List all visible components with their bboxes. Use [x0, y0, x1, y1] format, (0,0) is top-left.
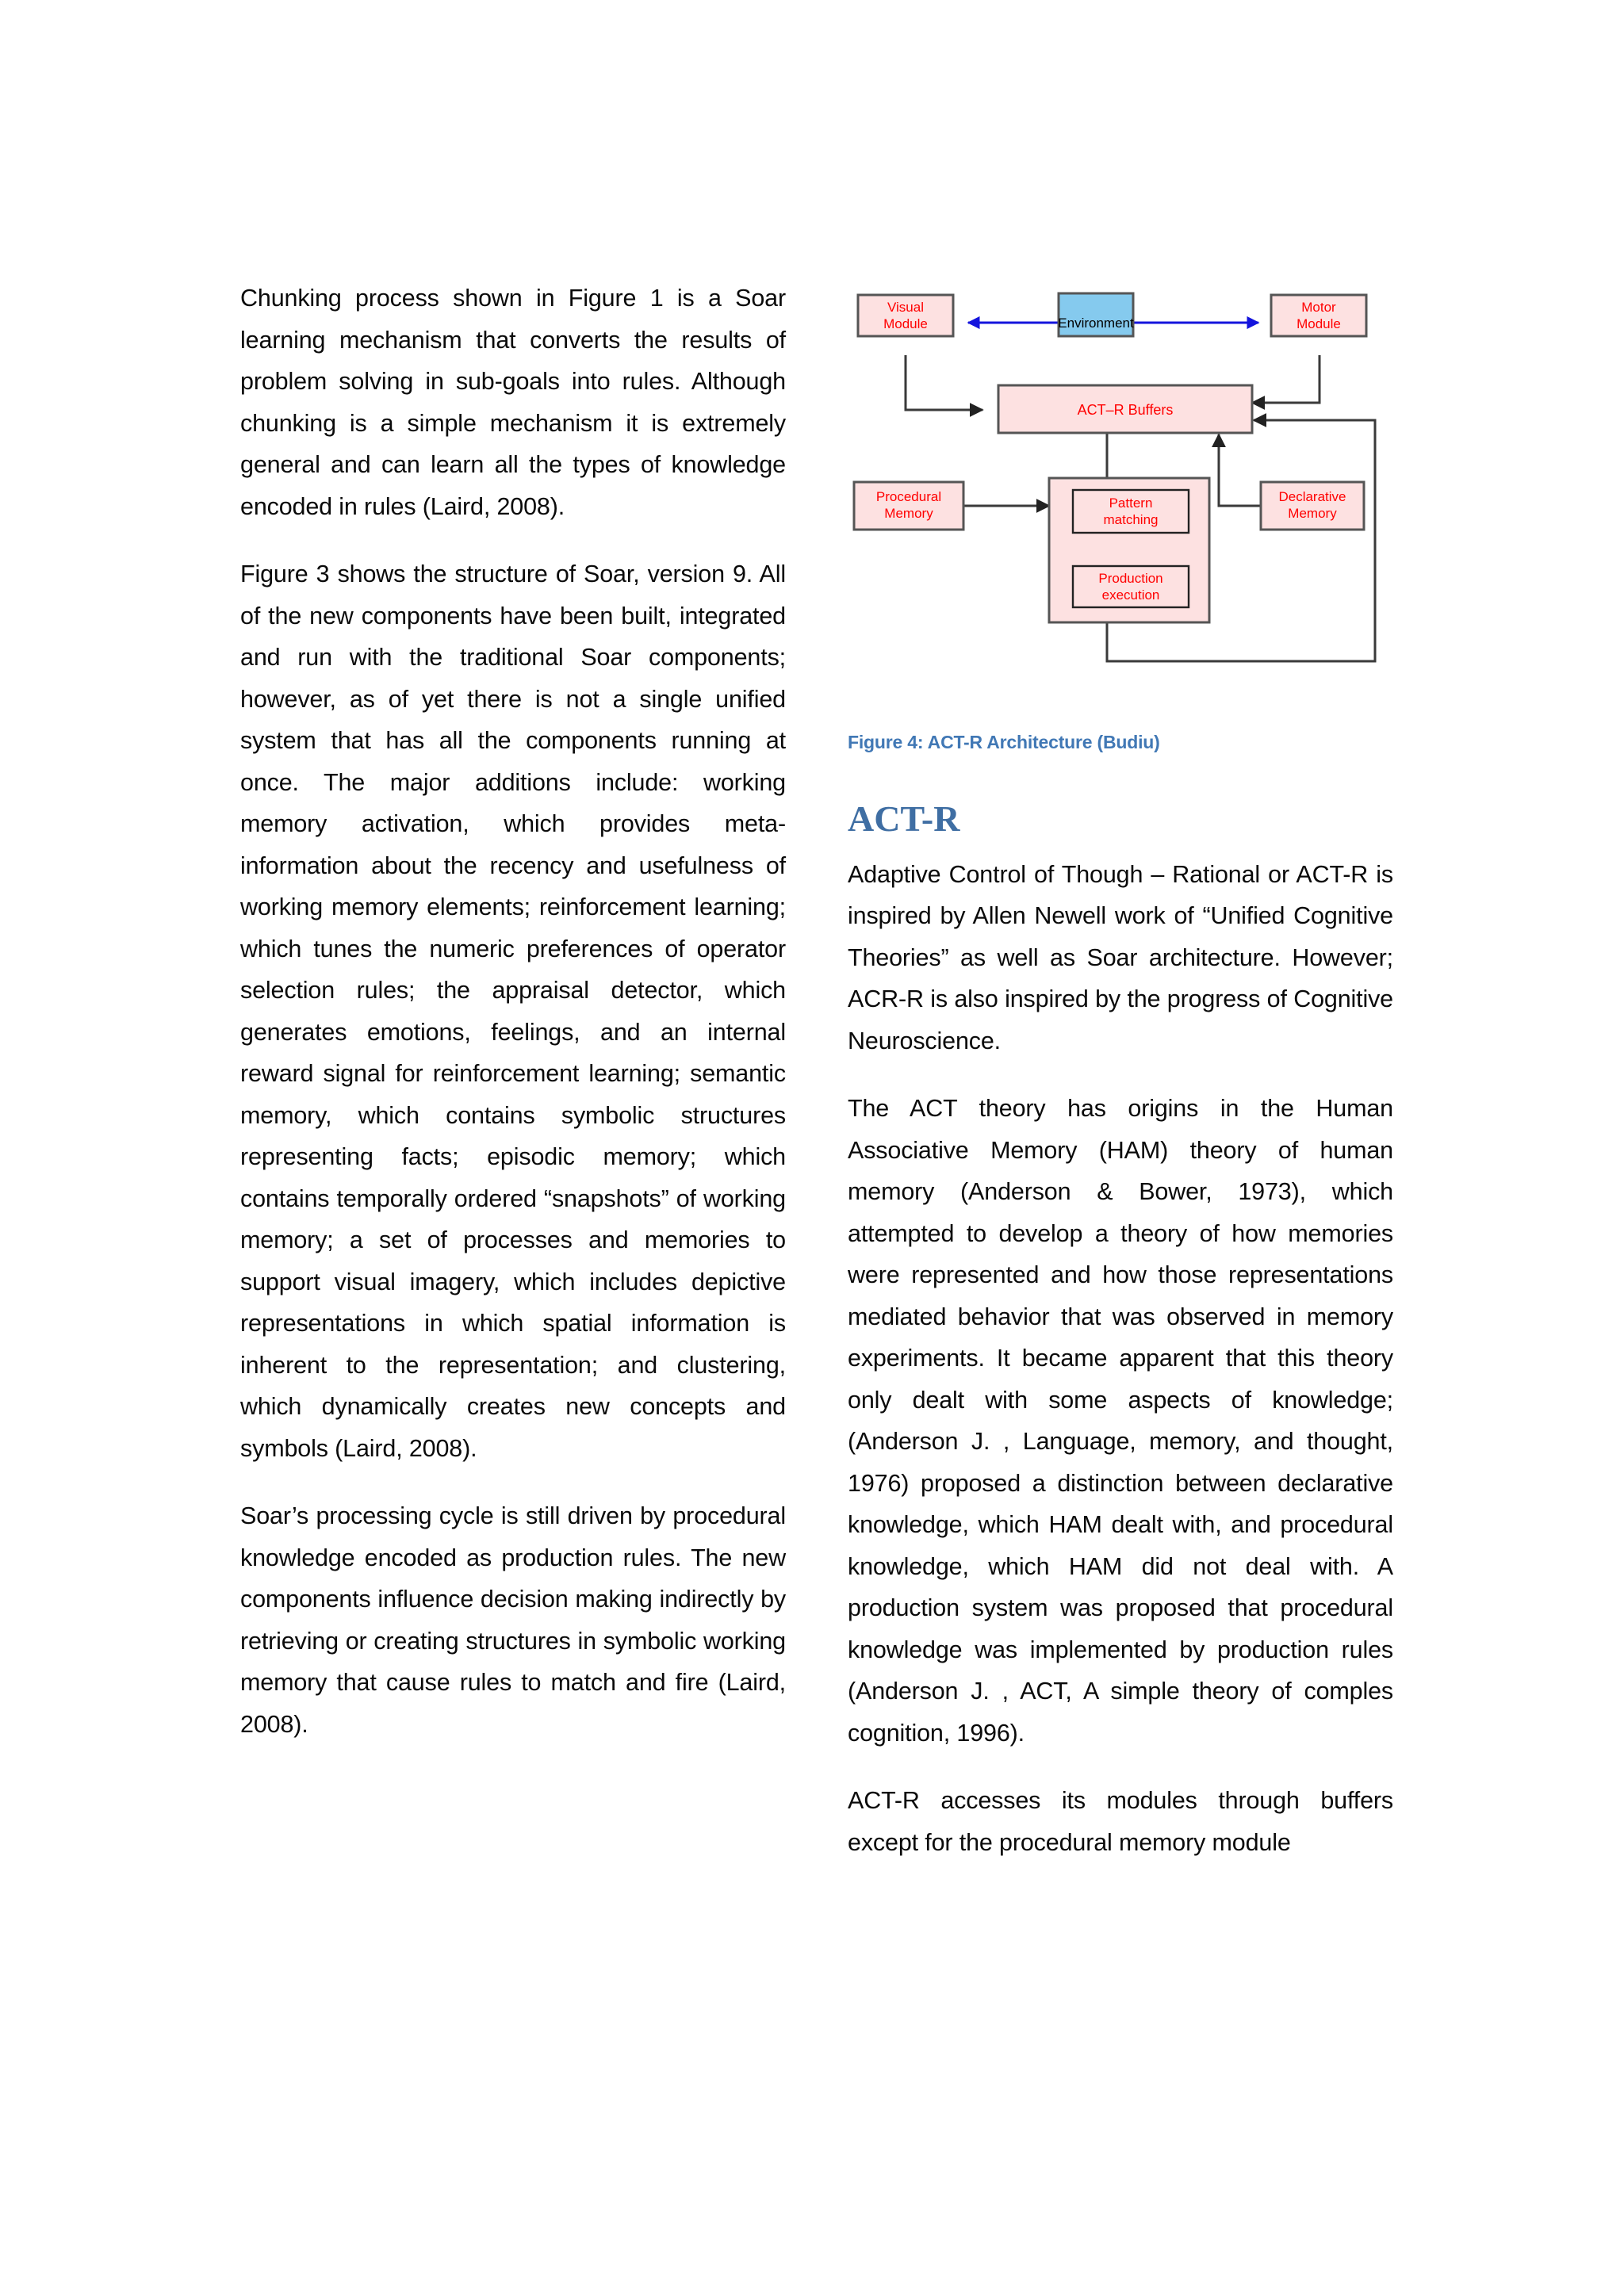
- node-procedural-memory: [854, 482, 963, 530]
- node-act-r-buffers: [998, 385, 1252, 433]
- figure-act-r-architecture: [848, 277, 1393, 753]
- paragraph-soar-processing-cycle: Soar’s processing cycle is still driven by procedural knowledge encoded as production rules. The new components influence decision making indirectly by retrieving or creating structures in symbolic working memory that cause rules to match and fire (Laird, 2008).: [240, 1502, 786, 1738]
- pattern-matching-label-line1: Pattern: [1109, 496, 1153, 511]
- visual-module-label-line1: Visual: [887, 300, 924, 315]
- declarative-memory-label-line1: Declarative: [1278, 489, 1346, 504]
- motor-module-label-line1: Motor: [1301, 300, 1336, 315]
- paragraph-act-r-buffers: ACT-R accesses its modules through buffers except for the procedural memory module: [848, 1787, 1393, 1856]
- node-production-execution: [1073, 566, 1189, 607]
- procedural-memory-label-line2: Memory: [884, 506, 933, 521]
- pattern-matching-label-line2: matching: [1103, 512, 1159, 527]
- visual-module-label-line2: Module: [883, 316, 928, 331]
- environment-label: Environment: [1058, 316, 1134, 331]
- node-motor-module: [1271, 295, 1366, 336]
- section-heading-act-r: ACT-R: [848, 798, 960, 839]
- node-pattern-matching: [1073, 490, 1189, 533]
- paragraph-chunking: Chunking process shown in Figure 1 is a Soar learning mechanism that converts the results of problem solving in sub-goals into rules. Although chunking is a simple mechanism it is extremely general and can learn all the types of knowledge encoded in rules (Laird, 2008).: [240, 285, 786, 520]
- paragraph-act-theory-origins: The ACT theory has origins in the Human Associative Memory (HAM) theory of human memory (Anderson & Bower, 1973), which attempted to develop a theory of how memories were represented and how those representations mediated behavior that was observed in memory experiments. It became apparent that this theory only dealt with some aspects of knowledge; (Anderson J. , Language, memory, and thought, 1976) proposed a distinction between declarative knowledge, which HAM dealt with, and procedural knowledge, which HAM did not deal with. A production system was proposed that procedural knowledge was implemented by production rules (Anderson J. , ACT, A simple theory of comples cognition, 1996).: [848, 1095, 1393, 1747]
- production-execution-label-line2: execution: [1101, 587, 1160, 603]
- right-column: [848, 277, 1393, 1863]
- node-declarative-memory: [1261, 482, 1364, 530]
- figure-canvas: [848, 277, 1393, 718]
- act-r-architecture-diagram: [848, 277, 1393, 718]
- node-visual-module: [858, 295, 953, 336]
- figure-caption: Figure 4: ACT-R Architecture (Budiu): [848, 732, 1160, 752]
- production-execution-label-line1: Production: [1098, 571, 1163, 586]
- procedural-memory-label-line1: Procedural: [875, 489, 942, 504]
- left-column: [240, 277, 786, 1863]
- declarative-memory-label-line2: Memory: [1288, 506, 1337, 521]
- paragraph-act-r-intro: Adaptive Control of Though – Rational or ACT-R is inspired by Allen Newell work of “Unified Cognitive Theories” as well as Soar architecture. However; ACR-R is also inspired by the progress of Cognitive Neuroscience.: [848, 860, 1393, 1054]
- act-r-buffers-label: ACT–R Buffers: [1077, 402, 1174, 418]
- motor-module-label-line2: Module: [1297, 316, 1341, 331]
- two-column-layout: [240, 277, 1394, 1863]
- node-environment: [1058, 293, 1134, 336]
- paragraph-soar-structure: Figure 3 shows the structure of Soar, version 9. All of the new components have been built, integrated and run with the traditional Soar components; however, as of yet there is not a single unified system that has all the components running at once. The major additions include: working memory activation, which provides meta-information about the recency and usefulness of working memory elements; reinforcement learning; which tunes the numeric preferences of operator selection rules; the appraisal detector, which generates emotions, feelings, and an internal reward signal for reinforcement learning; semantic memory, which contains symbolic structures representing facts; episodic memory; which contains temporally ordered “snapshots” of working memory; a set of processes and memories to support visual imagery, which includes depictive representations in which spatial information is inherent to the representation; and clustering, which dynamically creates new concepts and symbols (Laird, 2008).: [240, 561, 786, 1462]
